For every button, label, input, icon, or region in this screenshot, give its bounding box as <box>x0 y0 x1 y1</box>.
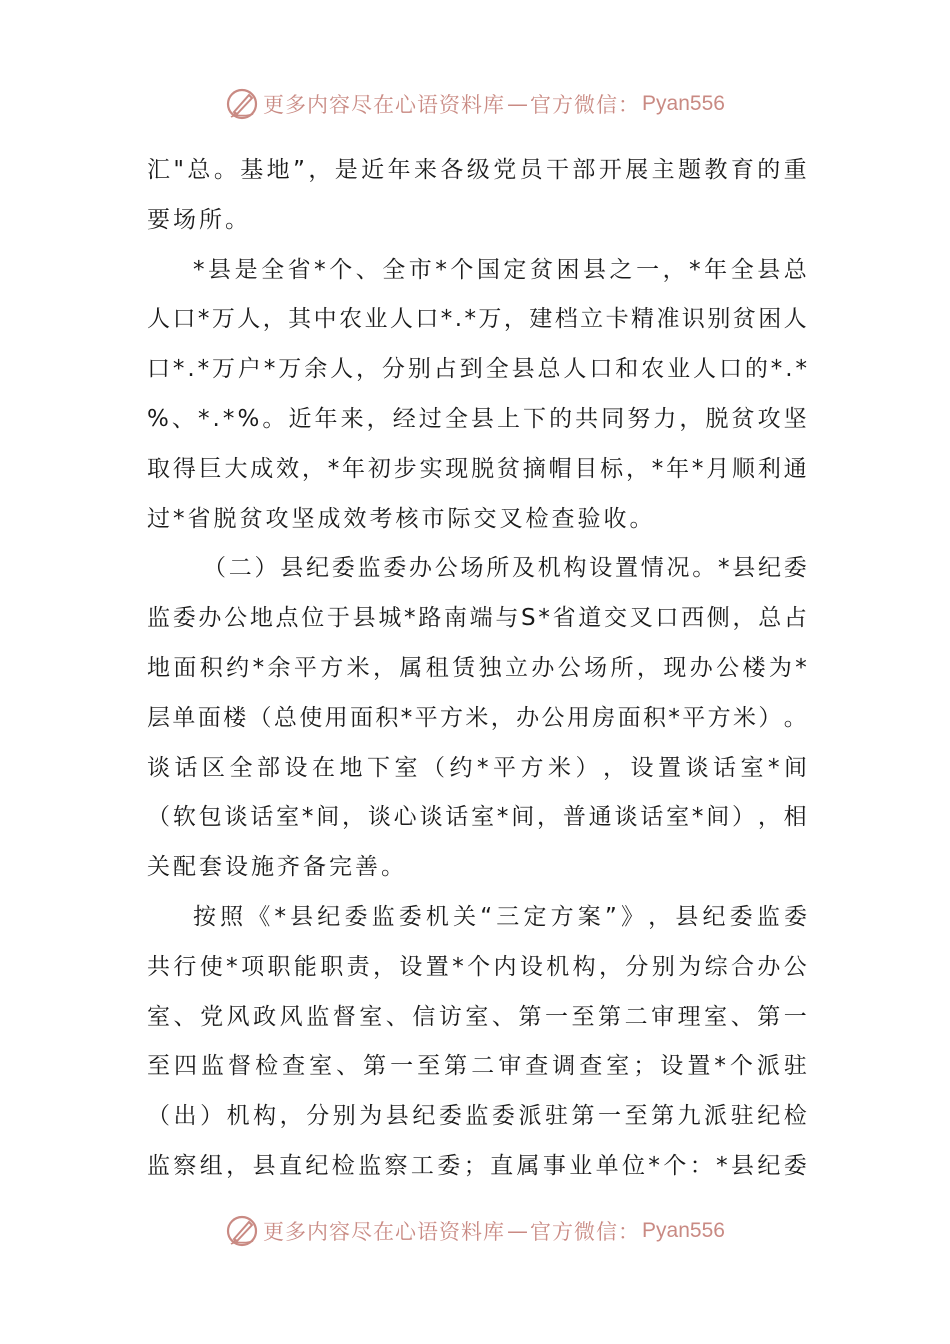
text-line: 谈 话 区 全 部 设 在 地 下 室 （ 约 * 平 方 米 ） ， 设 置 谈 话 室 * 间 <box>147 754 807 781</box>
text-line: 按 照 《 * 县 纪 委 监 委 机 关 “ 三 定 方 案 ” 》 ， 县 纪 委 监 委 <box>193 903 807 930</box>
document-body <box>147 146 807 1192</box>
text-line: （ 出 ） 机 构 ， 分 别 为 县 纪 委 监 委 派 驻 第 一 至 第 九 派 驻 纪 检 <box>147 1103 807 1130</box>
watermark-separator: — <box>507 92 529 116</box>
text-line: 地 面 积 约 * 余 平 方 米 ， 属 租 赁 独 立 办 公 场 所 ， 现 办 公 楼 为 * <box>147 654 807 681</box>
text-line: 层 单 面 楼 （ 总 使 用 面 积 * 平 方 米 ， 办 公 用 房 面 积 * 平 方 米 ） 。 <box>147 704 807 731</box>
text-line: 取 得 巨 大 成 效 ， * 年 初 步 实 现 脱 贫 摘 帽 目 标 ， * 年 * 月 顺 利 通 <box>147 455 807 482</box>
text-line: 人 口 * 万 人 ， 其 中 农 业 人 口 * . * 万 ， 建 档 立 卡 精 准 识 别 贫 困 人 <box>147 306 807 333</box>
watermark-wechat-label: 官方微信： <box>530 93 641 117</box>
watermark-text: 更多内容尽在心语资料库 <box>263 93 506 117</box>
watermark-wechat-label: 官方微信： <box>530 1220 641 1244</box>
text-line: 监 委 办 公 地 点 位 于 县 城 * 路 南 端 与 S * 省 道 交 叉 口 西 侧 ， 总 占 <box>147 605 807 632</box>
text-line: * 县 是 全 省 * 个 、 全 市 * 个 国 定 贫 困 县 之 一 ， * 年 全 县 总 <box>193 256 807 283</box>
watermark-separator: — <box>507 1219 529 1243</box>
footer-watermark <box>0 1211 950 1251</box>
pen-logo-icon <box>225 1214 259 1248</box>
text-line: 口 * . * 万 户 * 万 余 人 ， 分 别 占 到 全 县 总 人 口 和 农 业 人 口 的 * . * <box>147 356 807 383</box>
text-line: 关配套设施齐备完善。 <box>147 854 407 881</box>
watermark-text: 更多内容尽在心语资料库 <box>263 1220 506 1244</box>
text-line: 要场所。 <box>147 206 251 233</box>
text-line: （ 二 ） 县 纪 委 监 委 办 公 场 所 及 机 构 设 置 情 况 。 * 县 纪 委 <box>203 555 807 582</box>
watermark-wechat-id: Pyan556 <box>642 1219 725 1242</box>
text-line: 汇 " 总 。 基 地 ” ， 是 近 年 来 各 级 党 员 干 部 开 展 主 题 教 育 的 重 <box>147 157 807 183</box>
text-line: % 、 * . * % 。 近 年 来 ， 经 过 全 县 上 下 的 共 同 努 力 ， 脱 贫 攻 坚 <box>147 405 807 432</box>
text-line: 室 、 党 风 政 风 监 督 室 、 信 访 室 、 第 一 至 第 二 审 理 室 、 第 一 <box>147 1003 807 1030</box>
text-line: 共 行 使 * 项 职 能 职 责 ， 设 置 * 个 内 设 机 构 ， 分 别 为 综 合 办 公 <box>147 953 807 980</box>
header-watermark <box>0 84 950 124</box>
text-line: （ 软 包 谈 话 室 * 间 ， 谈 心 谈 话 室 * 间 ， 普 通 谈 话 室 * 间 ） ， 相 <box>147 804 807 831</box>
text-line: 监 察 组 ， 县 直 纪 检 监 察 工 委 ； 直 属 事 业 单 位 * 个 ： * 县 纪 委 <box>147 1152 807 1179</box>
pen-logo-icon <box>225 87 259 121</box>
text-line: 过*省脱贫攻坚成效考核市际交叉检查验收。 <box>147 505 656 532</box>
text-line: 至 四 监 督 检 查 室 、 第 一 至 第 二 审 查 调 查 室 ； 设 置 * 个 派 驻 <box>147 1053 807 1080</box>
watermark-wechat-id: Pyan556 <box>642 92 725 115</box>
